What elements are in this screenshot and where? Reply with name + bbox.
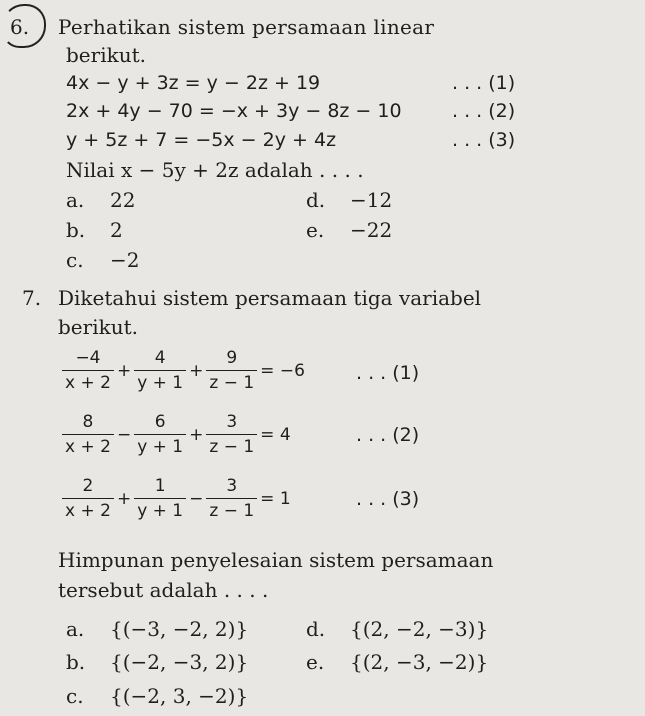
- denominator: x + 2: [62, 370, 114, 393]
- q7-option-a[interactable]: [66, 617, 248, 641]
- fraction: [206, 412, 257, 457]
- fraction: [134, 412, 186, 457]
- right-hand-side: = 1: [260, 488, 291, 509]
- option-value: {(2, −2, −3)}: [350, 617, 489, 641]
- q6-option-b[interactable]: [66, 218, 123, 242]
- q6-number: 6.: [10, 15, 30, 39]
- denominator: z − 1: [206, 434, 257, 457]
- q6-equation-2-tag: . . . (2): [452, 100, 516, 122]
- fraction: [134, 476, 186, 521]
- option-label: c.: [66, 684, 84, 708]
- option-value: {(−2, −3, 2)}: [110, 650, 249, 674]
- q7-number: 7.: [22, 286, 42, 310]
- q6-option-e[interactable]: [306, 218, 392, 242]
- denominator: y + 1: [134, 434, 186, 457]
- q6-stem-line2: berikut.: [66, 43, 146, 67]
- numerator: 3: [226, 412, 238, 432]
- q7-equation-2: [60, 412, 292, 457]
- option-value: 2: [110, 218, 123, 242]
- right-hand-side: = 4: [260, 424, 291, 445]
- option-value: −2: [110, 248, 140, 272]
- numerator: 1: [154, 476, 166, 496]
- fraction: [134, 348, 186, 393]
- q7-equation-3: [60, 476, 292, 521]
- option-value: {(−3, −2, 2)}: [110, 617, 249, 641]
- q7-equation-1: [60, 348, 306, 393]
- option-label: e.: [306, 218, 325, 242]
- q6-question: Nilai x − 5y + 2z adalah . . . .: [66, 158, 364, 182]
- q7-equation-1-tag: . . . (1): [356, 362, 420, 384]
- operator: +: [116, 360, 132, 381]
- numerator: 3: [226, 476, 238, 496]
- option-value: {(2, −3, −2)}: [350, 650, 489, 674]
- q7-option-c[interactable]: [66, 684, 248, 708]
- operator: −: [116, 424, 132, 445]
- operator: +: [189, 424, 204, 445]
- option-label: c.: [66, 248, 84, 272]
- option-label: a.: [66, 188, 85, 212]
- q7-question-line2: tersebut adalah . . . .: [58, 578, 269, 602]
- numerator: 9: [226, 348, 238, 368]
- q6-equation-1-tag: . . . (1): [452, 72, 516, 94]
- q6-option-c[interactable]: [66, 248, 139, 272]
- q7-question-line1: Himpunan penyelesaian sistem persamaan: [58, 548, 494, 572]
- q6-stem-line1: Perhatikan sistem persamaan linear: [58, 15, 435, 39]
- q6-option-d[interactable]: [306, 188, 392, 212]
- q7-option-e[interactable]: [306, 650, 488, 674]
- option-label: b.: [66, 650, 86, 674]
- denominator: z − 1: [206, 370, 257, 393]
- q7-stem-line1: Diketahui sistem persamaan tiga variabel: [58, 286, 482, 310]
- q7-equation-3-tag: . . . (3): [356, 488, 420, 510]
- q6-equation-3: y + 5z + 7 = −5x − 2y + 4z: [66, 129, 337, 151]
- option-label: d.: [306, 188, 326, 212]
- operator: +: [116, 488, 132, 509]
- fraction: [62, 348, 114, 393]
- denominator: x + 2: [62, 434, 114, 457]
- fraction: [206, 476, 257, 521]
- option-value: 22: [110, 188, 136, 212]
- option-label: b.: [66, 218, 86, 242]
- q6-equation-1: 4x − y + 3z = y − 2z + 19: [66, 72, 321, 94]
- operator: −: [189, 488, 204, 509]
- option-value: {(−2, 3, −2)}: [110, 684, 249, 708]
- option-label: e.: [306, 650, 325, 674]
- q6-option-a[interactable]: [66, 188, 135, 212]
- numerator: 2: [82, 476, 94, 496]
- right-hand-side: = −6: [260, 360, 305, 381]
- option-value: −22: [350, 218, 393, 242]
- fraction: [62, 412, 114, 457]
- q7-stem-line2: berikut.: [58, 315, 138, 339]
- option-value: −12: [350, 188, 393, 212]
- q7-equation-2-tag: . . . (2): [356, 424, 420, 446]
- denominator: y + 1: [134, 498, 186, 521]
- denominator: z − 1: [206, 498, 257, 521]
- option-label: d.: [306, 617, 326, 641]
- denominator: x + 2: [62, 498, 114, 521]
- q6-equation-3-tag: . . . (3): [452, 129, 516, 151]
- numerator: −4: [75, 348, 101, 368]
- option-label: a.: [66, 617, 85, 641]
- numerator: 4: [154, 348, 166, 368]
- denominator: y + 1: [134, 370, 186, 393]
- q7-option-d[interactable]: [306, 617, 488, 641]
- operator: +: [189, 360, 204, 381]
- q6-equation-2: 2x + 4y − 70 = −x + 3y − 8z − 10: [66, 100, 402, 122]
- numerator: 8: [82, 412, 94, 432]
- fraction: [206, 348, 257, 393]
- numerator: 6: [154, 412, 166, 432]
- fraction: [62, 476, 114, 521]
- q7-option-b[interactable]: [66, 650, 248, 674]
